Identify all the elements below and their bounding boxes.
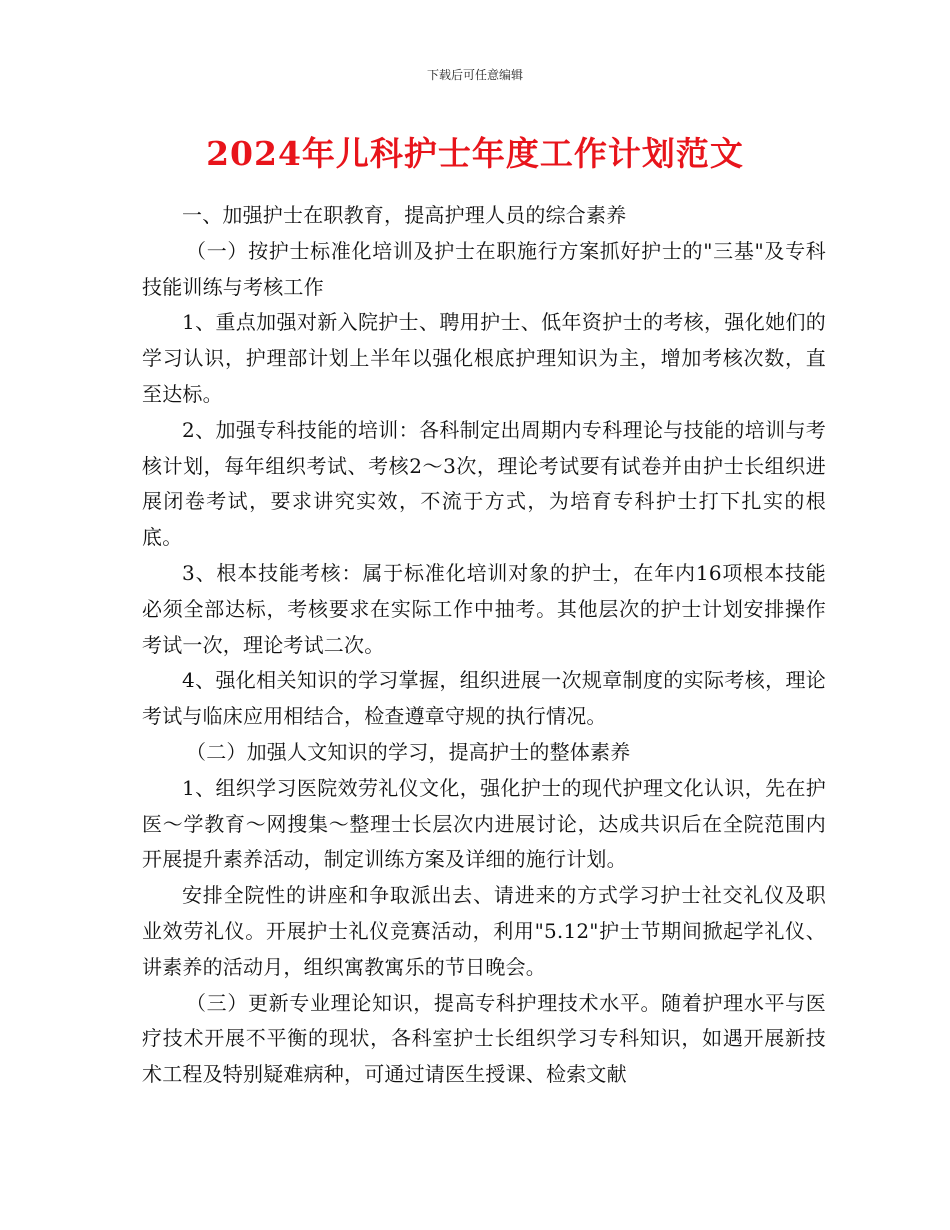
body-paragraph: 1、组织学习医院效劳礼仪文化，强化护士的现代护理文化认识，先在护医～学教育～网搜集～整理士长层次内进展讨论，达成共识后在全院范围内开展提升素养活动，制定训练方案及详细的施行计划。 <box>142 775 826 872</box>
document-title: 2024年儿科护士年度工作计划范文 <box>206 134 744 173</box>
body-paragraph: 4、强化相关知识的学习掌握，组织进展一次规章制度的实际考核，理论考试与临床应用相结合，检查遵章守规的执行情况。 <box>142 668 826 729</box>
body-paragraph: 1、重点加强对新入院护士、聘用护士、低年资护士的考核，强化她们的学习认识，护理部计划上半年以强化根底护理知识为主，增加考核次数，直至达标。 <box>142 310 826 406</box>
body-paragraph: 2、加强专科技能的培训：各科制定出周期内专科理论与技能的培训与考核计划，每年组织考试、考核2～3次，理论考试要有试卷并由护士长组织进展闭卷考试，要求讲究实效，不流于方式，为培育专科护士打下扎实的根底。 <box>142 417 826 550</box>
subsection-heading: （一）按护士标准化培训及护士在职施行方案抓好护士的"三基"及专科技能训练与考核工作 <box>142 238 826 299</box>
section-heading: 一、加强护士在职教育，提高护理人员的综合素养 <box>182 203 627 227</box>
body-paragraph: 3、根本技能考核：属于标准化培训对象的护士，在年内16项根本技能必须全部达标，考核要求在实际工作中抽考。其他层次的护士计划安排操作考试一次，理论考试二次。 <box>142 560 826 657</box>
body-paragraph: 安排全院性的讲座和争取派出去、请进来的方式学习护士社交礼仪及职业效劳礼仪。开展护士礼仪竞赛活动，利用"5.12"护士节期间掀起学礼仪、讲素养的活动月，组织寓教寓乐的节日晚会。 <box>142 883 826 979</box>
document-body <box>142 198 826 1093</box>
subsection-paragraph: （三）更新专业理论知识，提高专科护理技术水平。随着护理水平与医疗技术开展不平衡的现状，各科室护士长组织学习专科知识，如遇开展新技术工程及特别疑难病种，可通过请医生授课、检索文献 <box>142 990 826 1087</box>
subsection-heading: （二）加强人文知识的学习，提高护士的整体素养 <box>186 739 631 764</box>
header-note: 下载后可任意编辑 <box>426 68 523 82</box>
